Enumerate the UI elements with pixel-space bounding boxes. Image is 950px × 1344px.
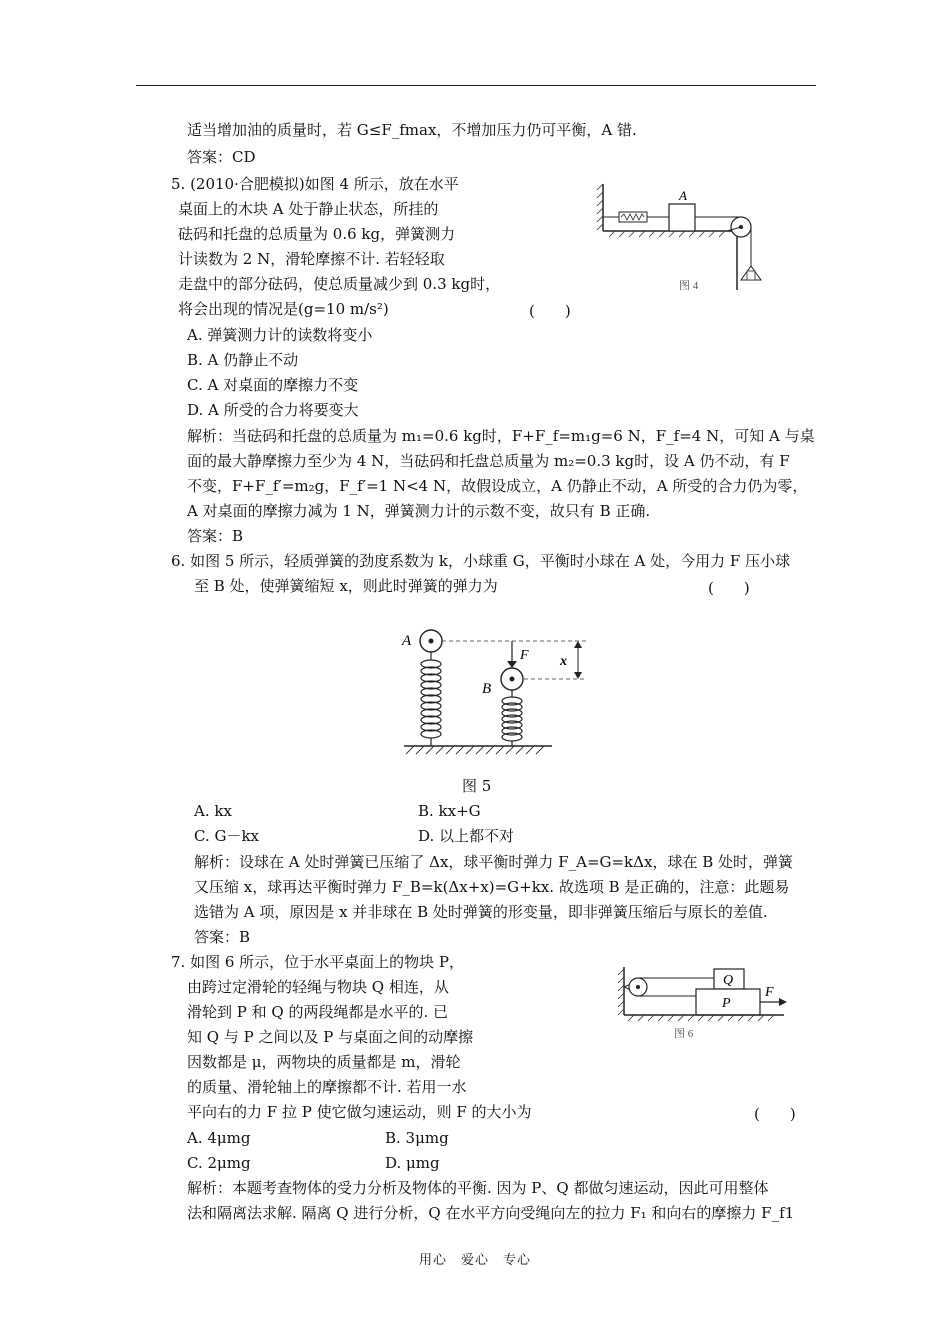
block-p-label: P [722,996,731,1011]
question-6-stem: 6. 如图 5 所示，轻质弹簧的劲度系数为 k，小球重 G，平衡时小球在 A 处，今用力 F 压小球 [171,552,791,570]
text-line: 将会出现的情况是(g=10 m/s²) [178,300,389,318]
question-7-stem: 7. 如图 6 所示，位于水平桌面上的物块 P， [171,953,465,971]
answer-line: 答案：B [187,527,244,545]
force-f-label: F [520,648,529,663]
displacement-x-label: x [560,654,567,669]
solution-line: 不变，F+F_f′=m₂g，F_f′=1 N<4 N，故假设成立，A 仍静止不动，A 所受的合力仍为零， [187,477,808,495]
text-line: 平向右的力 F 拉 P 使它做匀速运动，则 F 的大小为 [187,1103,532,1121]
solution-line: 面的最大静摩擦力至少为 4 N，当砝码和托盘总质量为 m₂=0.3 kg时，设 A 仍不动，有 F [187,452,790,470]
text-line: 桌面上的木块 A 处于静止状态，所挂的 [178,200,439,218]
option-c: C. A 对桌面的摩擦力不变 [187,376,359,394]
text-line: 因数都是 μ，两物块的质量都是 m，滑轮 [187,1053,461,1071]
option-c: C. G－kx [194,827,260,845]
option-a: A. 4μmg [187,1129,251,1147]
option-b: B. kx+G [418,802,481,820]
text-line: 滑轮到 P 和 Q 的两段绳都是水平的. 已 [187,1003,449,1021]
text-line: 计读数为 2 N，滑轮摩擦不计. 若轻轻取 [178,250,445,268]
text-line: 适当增加油的质量时，若 G≤F_fmax，不增加压力仍可平衡，A 错. [187,121,637,139]
ball-a-label: A [402,633,412,649]
answer-line: 答案：CD [187,148,256,166]
solution-line: 解析：本题考查物体的受力分析及物体的平衡. 因为 P、Q 都做匀速运动，因此可用整体 [187,1179,769,1197]
solution-line: 法和隔离法求解. 隔离 Q 进行分析，Q 在水平方向受绳向左的拉力 F₁ 和向右的摩擦力 F_f1 [187,1204,795,1222]
block-q-label: Q [723,973,734,988]
figure-4 [597,182,767,292]
figure-5-caption: 图 5 [462,777,492,795]
answer-blank: ( ) [754,1105,796,1123]
figure-6 [616,965,796,1045]
option-a: A. 弹簧测力计的读数将变小 [187,326,373,344]
solution-line: 选错为 A 项，原因是 x 并非球在 B 处时弹簧的形变量，即非弹簧压缩后与原长的差值. [194,903,768,921]
text-line: 至 B 处，使弹簧缩短 x，则此时弹簧的弹力为 [194,577,498,595]
page-footer: 用心 爱心 专心 [418,1253,531,1268]
figure-6-caption: 图 6 [674,1028,694,1040]
text-line: 由跨过定滑轮的轻绳与物块 Q 相连，从 [187,978,449,996]
option-b: B. A 仍静止不动 [187,351,299,369]
answer-line: 答案：B [194,928,251,946]
text-line: 砝码和托盘的总质量为 0.6 kg，弹簧测力 [178,225,456,243]
question-5-stem: 5. (2010·合肥模拟)如图 4 所示，放在水平 [171,175,459,193]
block-a-label: A [679,188,687,203]
solution-line: 又压缩 x，球再达平衡时弹力 F_B=k(Δx+x)=G+kx. 故选项 B 是正确的，注意：此题易 [194,878,790,896]
figure-5 [396,625,596,765]
option-d: D. 以上都不对 [418,827,515,845]
header-rule [136,85,816,86]
option-a: A. kx [194,802,232,820]
option-c: C. 2μmg [187,1154,251,1172]
text-line: 知 Q 与 P 之间以及 P 与桌面之间的动摩擦 [187,1028,474,1046]
solution-line: 解析：当砝码和托盘的总质量为 m₁=0.6 kg时，F+F_f=m₁g=6 N，F_f=4 N，可知 A 与桌 [187,427,815,445]
figure-4-caption: 图 4 [679,280,699,292]
text-line: 走盘中的部分砝码，使总质量减少到 0.3 kg时， [178,275,501,293]
answer-blank: ( ) [529,302,571,320]
solution-line: A 对桌面的摩擦力减为 1 N，弹簧测力计的示数不变，故只有 B 正确. [187,502,651,520]
option-d: D. A 所受的合力将要变大 [187,401,359,419]
option-b: B. 3μmg [385,1129,449,1147]
ball-b-label: B [482,681,492,697]
text-line: 的质量、滑轮轴上的摩擦都不计. 若用一水 [187,1078,467,1096]
answer-blank: ( ) [708,579,750,597]
option-d: D. μmg [385,1154,440,1172]
solution-line: 解析：设球在 A 处时弹簧已压缩了 Δx，球平衡时弹力 F_A=G=kΔx，球在 B 处时，弹簧 [194,853,793,871]
force-f-label: F [765,985,774,1000]
